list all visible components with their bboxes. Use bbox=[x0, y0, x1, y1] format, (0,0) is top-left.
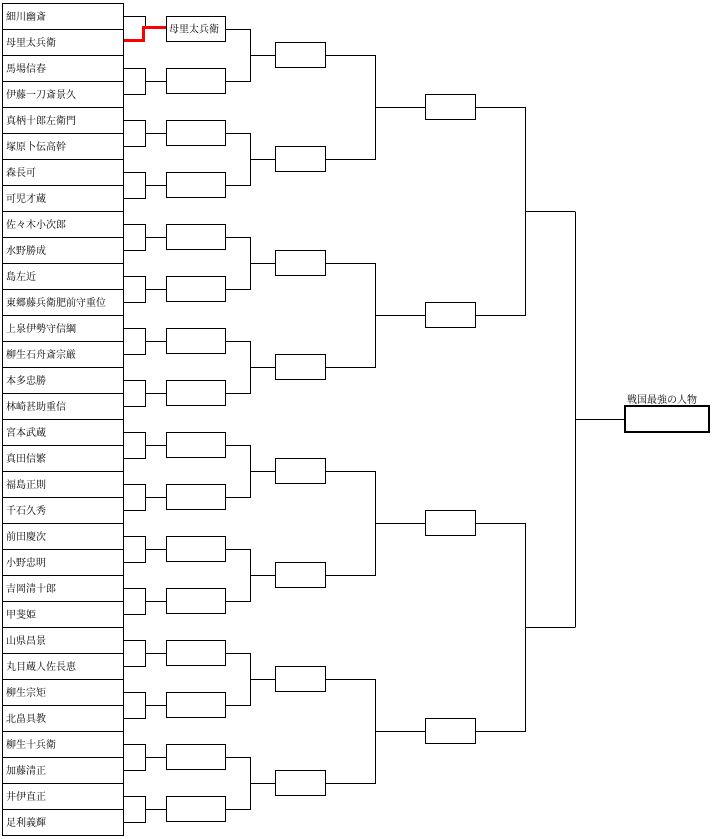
bracket-connector bbox=[226, 342, 251, 394]
winner-box bbox=[167, 537, 226, 562]
entrant-name: 真田信繁 bbox=[6, 454, 46, 465]
entrant-name: 千石久秀 bbox=[6, 506, 46, 517]
winner-name: 母里太兵衛 bbox=[169, 24, 219, 36]
bracket-connector bbox=[124, 433, 146, 459]
winner-box bbox=[276, 147, 326, 172]
entrant-name: 本多忠勝 bbox=[6, 376, 46, 387]
bracket-connector bbox=[476, 524, 526, 732]
bracket-connector bbox=[124, 329, 146, 355]
entrant-name: 可児才蔵 bbox=[6, 194, 46, 205]
bracket-connector bbox=[124, 121, 146, 147]
champion-label: 戦国最強の人物 bbox=[627, 395, 697, 406]
entrant-name: 柳生宗矩 bbox=[6, 688, 46, 699]
bracket-connector bbox=[124, 745, 146, 771]
winner-box bbox=[167, 589, 226, 614]
entrant-name: 塚原卜伝高幹 bbox=[6, 142, 66, 153]
entrant-name: 真柄十郎左衛門 bbox=[6, 116, 76, 127]
entrant-name: 上泉伊勢守信綱 bbox=[6, 324, 76, 335]
winner-box bbox=[167, 225, 226, 250]
entrant-name: 柳生石舟斎宗厳 bbox=[6, 350, 76, 361]
winner-box bbox=[426, 95, 476, 120]
bracket-connector bbox=[326, 56, 376, 160]
entrant-name: 足利義輝 bbox=[6, 818, 46, 829]
bracket-connector bbox=[476, 108, 526, 316]
winner-box bbox=[167, 797, 226, 822]
winner-box bbox=[167, 485, 226, 510]
champion-box bbox=[625, 406, 709, 432]
entrant-name: 前田慶次 bbox=[6, 532, 46, 543]
winner-box bbox=[167, 121, 226, 146]
bracket-connector-highlight bbox=[124, 28, 166, 41]
entrant-name: 山県昌景 bbox=[6, 636, 46, 647]
entrant-name: 吉岡清十郎 bbox=[6, 584, 56, 595]
bracket-connector bbox=[226, 758, 251, 810]
winner-box bbox=[167, 381, 226, 406]
bracket-connector bbox=[226, 238, 251, 290]
entrant-name: 母里太兵衛 bbox=[6, 38, 56, 49]
winner-box bbox=[276, 667, 326, 692]
winner-box bbox=[167, 433, 226, 458]
entrant-name: 林崎甚助重信 bbox=[6, 402, 66, 413]
winner-box bbox=[167, 329, 226, 354]
winner-box bbox=[276, 459, 326, 484]
entrant-name: 北畠具教 bbox=[6, 714, 46, 725]
winner-box bbox=[276, 43, 326, 68]
winner-box bbox=[167, 277, 226, 302]
bracket-connector bbox=[124, 225, 146, 251]
bracket-connector bbox=[226, 654, 251, 706]
bracket-connector bbox=[124, 693, 146, 719]
winner-box bbox=[426, 719, 476, 744]
bracket-connector bbox=[124, 589, 146, 615]
entrant-name: 丸目蔵人佐長恵 bbox=[6, 662, 76, 673]
bracket-connector bbox=[124, 17, 146, 27]
bracket-connector bbox=[226, 30, 251, 82]
entrant-name: 島左近 bbox=[6, 272, 36, 283]
winner-box bbox=[167, 173, 226, 198]
entrant-name: 福島正則 bbox=[6, 480, 46, 491]
winner-box bbox=[167, 641, 226, 666]
bracket-connector bbox=[124, 537, 146, 563]
winner-box bbox=[426, 303, 476, 328]
bracket-connector bbox=[226, 550, 251, 602]
winner-box bbox=[276, 355, 326, 380]
bracket-connector bbox=[124, 641, 146, 667]
bracket-connector bbox=[124, 69, 146, 95]
entrant-name: 井伊直正 bbox=[6, 792, 46, 803]
winner-box bbox=[276, 771, 326, 796]
bracket-connector bbox=[326, 264, 376, 368]
entrant-name: 水野勝成 bbox=[6, 246, 46, 257]
entrant-name: 細川幽斎 bbox=[6, 12, 46, 23]
bracket-connector bbox=[124, 381, 146, 407]
entrant-name: 東郷藤兵衛肥前守重位 bbox=[6, 298, 106, 309]
entrant-name: 佐々木小次郎 bbox=[6, 220, 66, 231]
entrant-name: 森長可 bbox=[6, 168, 36, 179]
entrant-name: 宮本武蔵 bbox=[6, 428, 46, 439]
entrant-name: 甲斐姫 bbox=[6, 610, 36, 621]
entrant-name: 加藤清正 bbox=[6, 766, 46, 777]
winner-box bbox=[167, 745, 226, 770]
entrant-name: 柳生十兵衛 bbox=[6, 740, 56, 751]
winner-box bbox=[276, 251, 326, 276]
bracket-connector bbox=[326, 680, 376, 784]
winner-box bbox=[167, 693, 226, 718]
bracket-connector bbox=[226, 446, 251, 498]
entrant-name: 馬場信春 bbox=[6, 64, 46, 75]
entrant-name: 小野忠明 bbox=[6, 558, 46, 569]
entrant-name: 伊藤一刀斎景久 bbox=[6, 90, 76, 101]
bracket-connector bbox=[124, 173, 146, 199]
bracket-connector bbox=[124, 485, 146, 511]
winner-box bbox=[167, 69, 226, 94]
bracket-connector bbox=[124, 277, 146, 303]
bracket-connector bbox=[226, 134, 251, 186]
bracket-connector bbox=[124, 797, 146, 823]
winner-box bbox=[276, 563, 326, 588]
bracket-connector bbox=[326, 472, 376, 576]
winner-box bbox=[426, 511, 476, 536]
